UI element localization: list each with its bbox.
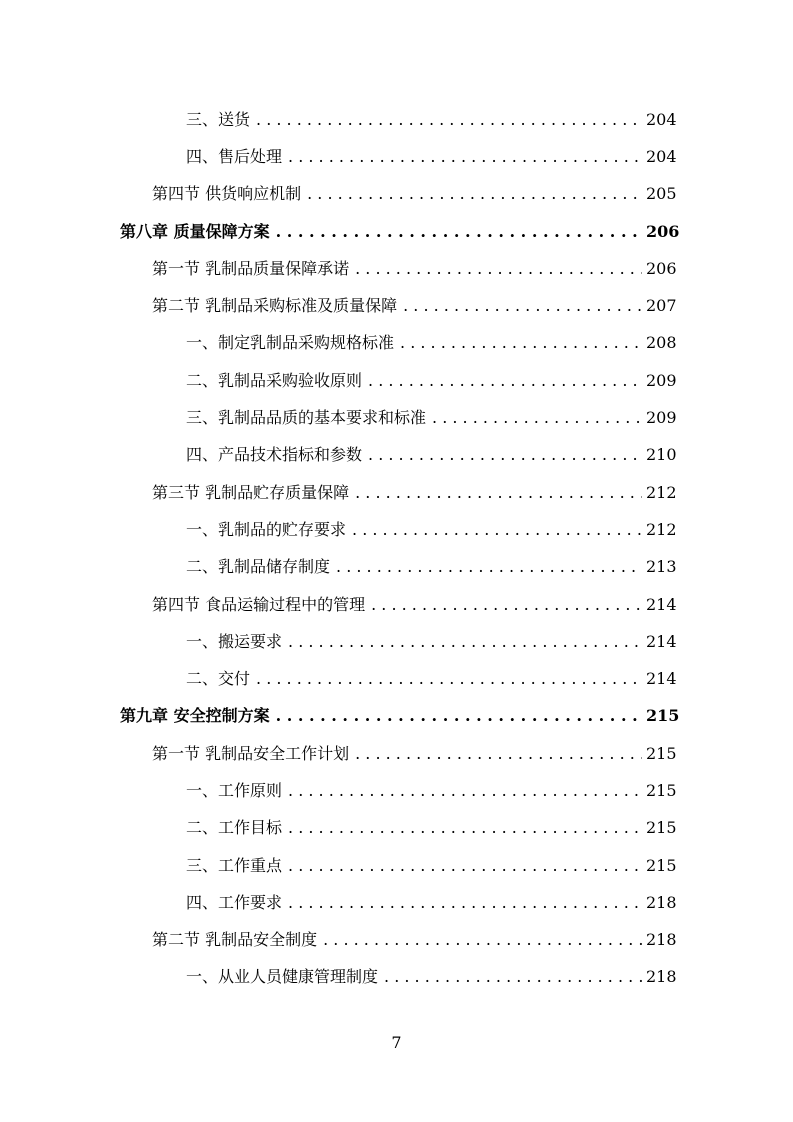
- toc-entry-label: 一、从业人员健康管理制度: [186, 967, 379, 987]
- toc-entry[interactable]: [0, 138, 793, 175]
- toc-entry[interactable]: [0, 362, 793, 399]
- toc-entry[interactable]: [0, 399, 793, 436]
- page-number: 7: [391, 1033, 402, 1052]
- toc-entry[interactable]: [0, 287, 793, 324]
- toc-entry-page: 213: [646, 557, 677, 577]
- toc-entry[interactable]: [0, 549, 793, 586]
- toc-entry[interactable]: [0, 660, 793, 697]
- toc-leader-dots: [323, 930, 642, 950]
- toc-leader-dots: [288, 818, 642, 838]
- toc-entry-page: 218: [646, 892, 677, 912]
- toc-entry-page: 215: [646, 855, 677, 875]
- toc-leader-dots: [384, 967, 642, 987]
- toc-entry-page: 206: [646, 258, 677, 278]
- toc-leader-dots: [355, 744, 642, 764]
- toc-chapter-entry[interactable]: [0, 213, 793, 250]
- toc-entry-label: 一、工作原则: [186, 780, 283, 800]
- toc-entry-label: 第四节 食品运输过程中的管理: [152, 594, 366, 614]
- toc-entry-page: 207: [646, 296, 677, 316]
- toc-entry[interactable]: [0, 325, 793, 362]
- toc-entry-label: 四、售后处理: [186, 146, 283, 166]
- toc-entry[interactable]: [0, 250, 793, 287]
- toc-leader-dots: [256, 669, 642, 689]
- toc-entry-label: 一、乳制品的贮存要求: [186, 519, 347, 539]
- toc-leader-dots: [276, 222, 642, 242]
- toc-leader-dots: [400, 333, 642, 353]
- toc-entry[interactable]: [0, 847, 793, 884]
- toc-chapter-entry[interactable]: [0, 698, 793, 735]
- toc-entry-label: 第四节 供货响应机制: [152, 184, 302, 204]
- toc-entry-page: 208: [646, 333, 677, 353]
- toc-entry[interactable]: [0, 586, 793, 623]
- toc-entry-page: 209: [646, 408, 677, 428]
- toc-entry-label: 一、制定乳制品采购规格标准: [186, 333, 395, 353]
- toc-leader-dots: [403, 296, 642, 316]
- toc-entry-label: 四、产品技术指标和参数: [186, 445, 363, 465]
- toc-leader-dots: [368, 445, 642, 465]
- toc-entry-page: 206: [646, 221, 680, 241]
- toc-leader-dots: [276, 706, 642, 726]
- toc-leader-dots: [336, 557, 642, 577]
- toc-entry-label: 四、工作要求: [186, 892, 283, 912]
- toc-entry-page: 205: [646, 184, 677, 204]
- toc-entry[interactable]: [0, 176, 793, 213]
- toc-entry-page: 214: [646, 669, 677, 689]
- toc-entry-label: 第二节 乳制品采购标准及质量保障: [152, 296, 398, 316]
- toc-entry[interactable]: [0, 511, 793, 548]
- toc-entry-label: 二、乳制品采购验收原则: [186, 370, 363, 390]
- toc-leader-dots: [288, 893, 642, 913]
- toc-leader-dots: [288, 781, 642, 801]
- toc-leader-dots: [307, 184, 642, 204]
- toc-entry[interactable]: [0, 922, 793, 959]
- toc-entry-page: 215: [646, 780, 677, 800]
- toc-leader-dots: [352, 520, 642, 540]
- toc-entry[interactable]: [0, 884, 793, 921]
- toc-leader-dots: [288, 147, 642, 167]
- toc-entry[interactable]: [0, 623, 793, 660]
- toc-entry-label: 第三节 乳制品贮存质量保障: [152, 482, 350, 502]
- toc-leader-dots: [368, 371, 642, 391]
- toc-entry-label: 二、乳制品储存制度: [186, 557, 331, 577]
- toc-entry-page: 215: [646, 818, 677, 838]
- toc-leader-dots: [256, 110, 642, 130]
- toc-entry-page: 209: [646, 370, 677, 390]
- toc-entry-page: 214: [646, 594, 677, 614]
- toc-entry[interactable]: [0, 959, 793, 996]
- toc-leader-dots: [288, 632, 642, 652]
- toc-entry-label: 第一节 乳制品安全工作计划: [152, 743, 350, 763]
- toc-entry[interactable]: [0, 735, 793, 772]
- toc-entry[interactable]: [0, 474, 793, 511]
- toc-entry-page: 214: [646, 631, 677, 651]
- table-of-contents: [0, 101, 793, 996]
- toc-entry-page: 215: [646, 706, 680, 726]
- toc-entry-page: 218: [646, 967, 677, 987]
- toc-entry-page: 210: [646, 445, 677, 465]
- toc-entry-label: 第九章 安全控制方案: [120, 706, 270, 726]
- toc-entry-label: 二、交付: [186, 669, 251, 689]
- toc-entry-label: 三、乳制品品质的基本要求和标准: [186, 408, 427, 428]
- toc-entry-label: 第二节 乳制品安全制度: [152, 930, 318, 950]
- toc-entry[interactable]: [0, 101, 793, 138]
- toc-entry-label: 一、搬运要求: [186, 631, 283, 651]
- toc-entry-label: 三、工作重点: [186, 855, 283, 875]
- toc-entry-page: 212: [646, 482, 677, 502]
- toc-entry-page: 204: [646, 146, 677, 166]
- toc-leader-dots: [355, 259, 642, 279]
- toc-leader-dots: [432, 408, 642, 428]
- toc-leader-dots: [288, 856, 642, 876]
- toc-entry-page: 218: [646, 930, 677, 950]
- toc-entry-label: 二、工作目标: [186, 818, 283, 838]
- toc-entry-page: 212: [646, 519, 677, 539]
- toc-entry-page: 215: [646, 743, 677, 763]
- toc-entry-page: 204: [646, 109, 677, 129]
- toc-entry[interactable]: [0, 810, 793, 847]
- toc-leader-dots: [371, 595, 642, 615]
- toc-entry[interactable]: [0, 437, 793, 474]
- toc-leader-dots: [355, 483, 642, 503]
- toc-entry-label: 三、送货: [186, 109, 251, 129]
- toc-entry-label: 第八章 质量保障方案: [120, 221, 270, 241]
- toc-entry-label: 第一节 乳制品质量保障承诺: [152, 258, 350, 278]
- toc-entry[interactable]: [0, 772, 793, 809]
